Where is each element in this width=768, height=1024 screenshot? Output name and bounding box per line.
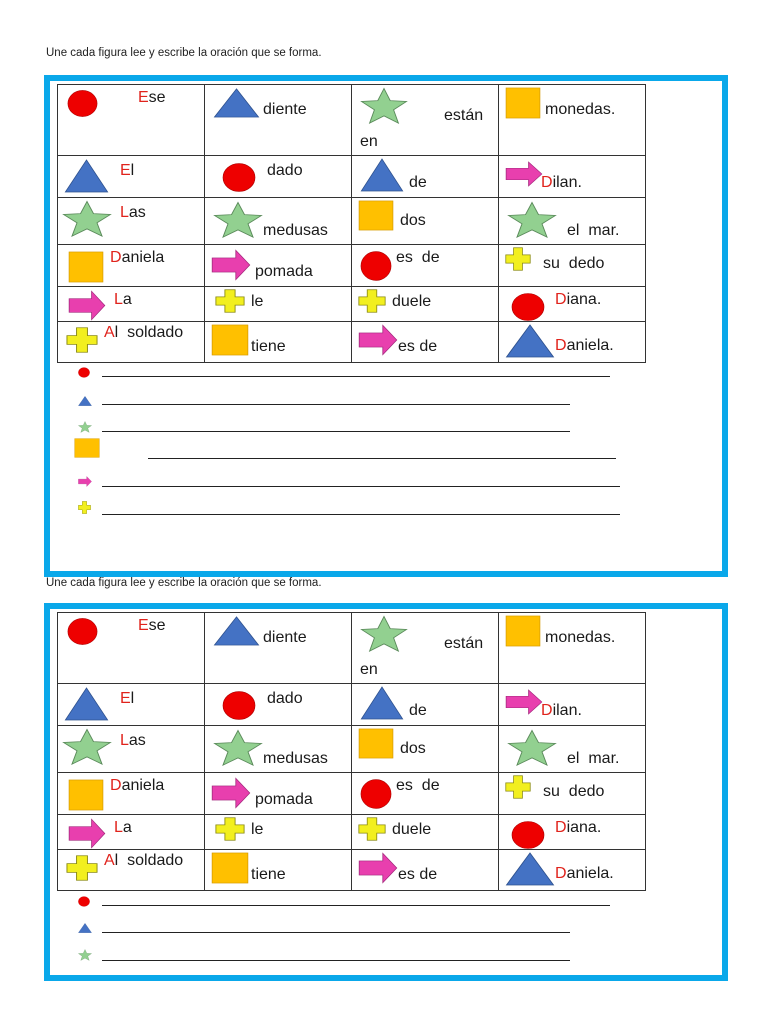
cell-word [120,732,146,750]
cell-word [396,777,440,795]
word-rest: el mar. [567,750,620,767]
grid-cell [352,773,499,815]
arrow-icon [78,474,92,492]
cell-word [263,750,328,768]
arrow-icon [505,161,543,192]
word-rest: le [251,293,264,310]
cell-word [267,690,303,708]
grid-cell [499,156,646,198]
word-rest: l soldado [114,324,184,341]
grid-cell [58,773,205,815]
star-icon [213,201,263,244]
cell-word [267,162,303,180]
shape-word-grid-1 [57,84,646,363]
word-rest: su dedo [543,783,605,800]
first-letter: D [555,819,567,836]
first-letter: E [120,162,131,179]
arrow-icon [68,290,106,322]
grid-row [58,815,646,850]
arrow-icon [211,777,251,814]
word-rest: dos [400,212,426,229]
cell-word [398,866,437,884]
circle-icon [222,690,256,726]
cell-word [555,291,601,309]
cell-word [110,249,164,267]
grid-cell [205,245,352,287]
grid-cell [205,684,352,726]
first-letter: L [120,732,129,749]
cell-word [255,791,313,809]
star-icon [62,728,112,771]
grid-cell [499,773,646,815]
first-letter: D [555,337,567,354]
grid-cell [58,287,205,322]
cell-word [263,629,307,647]
grid-cell [205,613,352,684]
word-rest: se [148,89,166,106]
grid-cell [205,773,352,815]
grid-row [58,773,646,815]
square-icon [505,615,541,652]
cell-word [120,690,134,708]
grid-cell [58,198,205,245]
cell-word [555,865,614,883]
cross-icon [66,327,98,358]
grid-cell [205,322,352,363]
word-rest: es de [398,338,438,355]
cell-word-extra: en [360,661,378,678]
cell-word [444,635,483,653]
instruction-text-2: Une cada figura lee y escribe la oración que se forma. [46,577,322,589]
star-icon [360,87,408,130]
square-icon [358,728,394,764]
cell-word [555,819,601,837]
word-rest: dado [267,690,303,707]
cell-word [120,162,134,180]
word-rest: pomada [255,263,313,280]
grid-cell [352,287,499,322]
first-letter: L [120,204,129,221]
grid-cell [58,245,205,287]
word-rest: a [122,819,132,836]
word-rest: pomada [255,791,313,808]
first-letter: L [114,291,123,308]
square-icon [211,852,249,889]
cell-word [409,174,427,192]
grid-cell [352,245,499,287]
word-rest: de [409,702,427,719]
grid-cell [352,198,499,245]
word-rest: ilan. [552,702,582,719]
cell-word [104,852,183,870]
word-rest: es de [396,249,440,266]
square-icon [74,438,100,463]
triangle-icon [505,324,555,363]
cell-word [541,174,582,192]
word-rest: diente [263,101,307,118]
star-icon [78,948,92,966]
cross-icon [215,289,245,318]
grid-cell [499,815,646,850]
cell-word [409,702,427,720]
circle-icon [222,162,256,198]
word-rest: a [122,291,132,308]
cell-word [398,338,437,356]
cell-word [545,629,615,647]
first-letter: D [541,702,553,719]
triangle-icon [64,687,109,726]
answer-line[interactable] [102,376,610,377]
grid-cell [499,613,646,684]
word-rest: aniela [121,249,165,266]
grid-cell [352,684,499,726]
cell-word [444,107,483,125]
star-icon [507,729,557,772]
circle-icon [67,617,98,651]
word-rest: están [444,635,484,652]
circle-icon [78,365,90,383]
first-letter: A [104,852,115,869]
grid-cell [58,815,205,850]
grid-row [58,287,646,322]
word-rest: tiene [251,338,286,355]
grid-cell [352,613,499,684]
grid-row [58,684,646,726]
grid-cell [352,85,499,156]
square-icon [68,779,104,815]
cell-word [255,263,313,281]
triangle-icon [505,852,555,891]
grid-row [58,726,646,773]
star-icon [78,420,92,438]
grid-row [58,322,646,363]
word-rest: l soldado [114,852,184,869]
cell-word [392,293,431,311]
grid-cell [352,156,499,198]
grid-cell [499,198,646,245]
cross-icon [358,817,386,846]
cross-icon [505,775,531,804]
grid-cell [352,850,499,891]
grid-cell [58,850,205,891]
cell-word [545,101,615,119]
cell-word [114,291,132,309]
grid-cell [499,245,646,287]
triangle-icon [360,158,404,197]
grid-cell [205,287,352,322]
star-icon [62,200,112,243]
answer-line[interactable] [102,404,570,405]
cell-word [543,783,604,801]
word-rest: es de [398,866,438,883]
cross-icon [78,501,91,519]
word-rest: as [128,204,146,221]
star-icon [360,615,408,658]
square-icon [358,200,394,236]
cell-word [567,222,619,240]
word-rest: ilan. [552,174,582,191]
cross-icon [358,289,386,318]
grid-cell [499,684,646,726]
square-icon [211,324,249,361]
triangle-icon [78,393,92,411]
word-rest: monedas. [545,629,616,646]
answer-line[interactable] [102,932,570,933]
cell-word [263,101,307,119]
word-rest: monedas. [545,101,616,118]
grid-row [58,198,646,245]
circle-icon [511,820,545,850]
cell-word [251,866,286,884]
word-rest: l [130,162,135,179]
first-letter: L [114,819,123,836]
word-rest: dado [267,162,303,179]
first-letter: D [555,865,567,882]
circle-icon [67,89,98,123]
circle-icon [360,250,392,287]
cell-word [263,222,328,240]
word-rest: aniela. [566,865,614,882]
square-icon [505,87,541,124]
word-rest: están [444,107,484,124]
cell-word [110,777,164,795]
first-letter: E [120,690,131,707]
word-rest: de [409,174,427,191]
circle-icon [360,778,392,815]
grid-cell [58,85,205,156]
cell-word [392,821,431,839]
word-rest: iana. [566,291,602,308]
star-icon [507,201,557,244]
grid-row [58,85,646,156]
grid-cell [58,156,205,198]
cell-word [543,255,604,273]
grid-row [58,156,646,198]
word-rest: medusas [263,750,328,767]
cell-word [555,337,614,355]
word-rest: duele [392,293,432,310]
cell-word [251,293,263,311]
first-letter: D [555,291,567,308]
triangle-icon [64,159,109,198]
grid-cell [205,726,352,773]
grid-cell [352,815,499,850]
cell-word [138,89,166,107]
grid-cell [205,85,352,156]
grid-cell [499,322,646,363]
first-letter: D [110,777,122,794]
word-rest: medusas [263,222,328,239]
grid-cell [499,726,646,773]
word-rest: tiene [251,866,286,883]
triangle-icon [360,686,404,725]
grid-cell [499,85,646,156]
cell-word [120,204,146,222]
word-rest: iana. [566,819,602,836]
cell-word [400,212,426,230]
cell-word [138,617,166,635]
grid-row [58,850,646,891]
grid-cell [58,613,205,684]
cell-word [114,819,132,837]
grid-cell [205,815,352,850]
first-letter: E [138,617,149,634]
word-rest: se [148,617,166,634]
triangle-icon [78,920,92,938]
cell-word [251,821,263,839]
grid-cell [58,726,205,773]
first-letter: D [541,174,553,191]
first-letter: A [104,324,115,341]
answer-line[interactable] [148,458,616,459]
word-rest: duele [392,821,432,838]
cross-icon [66,855,98,886]
cell-word [396,249,440,267]
cell-word [104,324,183,342]
first-letter: D [110,249,122,266]
circle-icon [511,292,545,322]
word-rest: l [130,690,135,707]
answer-line[interactable] [102,905,610,906]
cross-icon [505,247,531,276]
word-rest: diente [263,629,307,646]
word-rest: dos [400,740,426,757]
grid-cell [352,322,499,363]
answer-line[interactable] [102,960,570,961]
cell-word-extra: en [360,133,378,150]
word-rest: aniela. [566,337,614,354]
grid-cell [205,850,352,891]
triangle-icon [213,616,260,651]
arrow-icon [211,249,251,286]
answer-line[interactable] [102,514,620,515]
word-rest: le [251,821,264,838]
grid-row [58,613,646,684]
first-letter: E [138,89,149,106]
arrow-icon [505,689,543,720]
word-rest: as [128,732,146,749]
circle-icon [78,894,90,912]
grid-cell [58,684,205,726]
cell-word [567,750,619,768]
answer-line[interactable] [102,486,620,487]
grid-cell [58,322,205,363]
word-rest: el mar. [567,222,620,239]
arrow-icon [358,324,398,361]
shape-word-grid-2 [57,612,646,891]
cell-word [400,740,426,758]
grid-row [58,245,646,287]
instruction-text-1: Une cada figura lee y escribe la oración que se forma. [46,47,322,59]
grid-cell [499,850,646,891]
grid-cell [205,156,352,198]
word-rest: es de [396,777,440,794]
triangle-icon [213,88,260,123]
grid-cell [499,287,646,322]
cell-word [251,338,286,356]
grid-cell [352,726,499,773]
cross-icon [215,817,245,846]
word-rest: su dedo [543,255,605,272]
star-icon [213,729,263,772]
cell-word [541,702,582,720]
answer-line[interactable] [102,431,570,432]
arrow-icon [358,852,398,889]
grid-cell [205,198,352,245]
word-rest: aniela [121,777,165,794]
arrow-icon [68,818,106,850]
square-icon [68,251,104,287]
